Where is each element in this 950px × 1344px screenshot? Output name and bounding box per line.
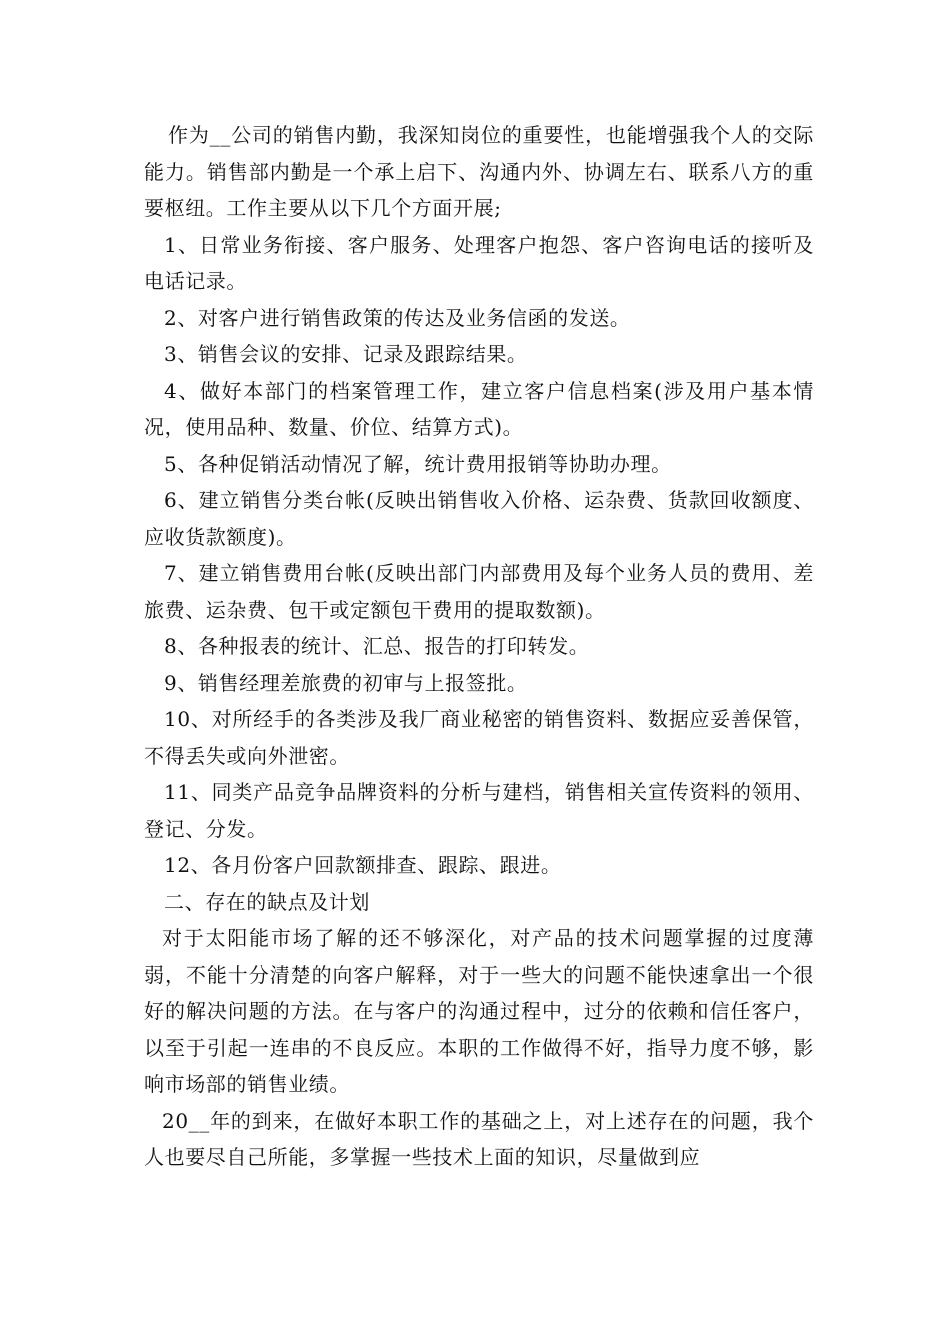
paragraph-item-2: 2、对客户进行销售政策的传达及业务信函的发送。: [164, 305, 631, 330]
paragraph-item-11: 11、同类产品竞争品牌资料的分析与建档，销售相关宣传资料的领用、登记、分发。: [144, 780, 814, 841]
paragraph-item-12: 12、各月份客户回款额排查、跟踪、跟进。: [164, 853, 562, 877]
paragraph-item-5: 5、各种促销活动情况了解，统计费用报销等协助办理。: [164, 451, 672, 476]
paragraph-shortcomings: 对于太阳能市场了解的还不够深化，对产品的技术问题掌握的过度薄弱，不能十分清楚的向客户解释，对于一些大的问题不能快速拿出一个很好的解决问题的方法。在与客户的沟通过程中，过分的依赖和信任客户，以至于引起一连串的不良反应。本职的工作做得不好，指导力度不够，影响市场部的销售业绩。: [144, 926, 814, 1096]
paragraph-plan: 20__年的到来，在做好本职工作的基础之上，对上述存在的问题，我个人也要尽自己所能，多掌握一些技术上面的知识，尽量做到应: [144, 1108, 814, 1169]
paragraph-item-8: 8、各种报表的统计、汇总、报告的打印转发。: [164, 634, 590, 658]
paragraph-intro: 作为__公司的销售内勤，我深知岗位的重要性，也能增强我个人的交际能力。销售部内勤是一个承上启下、沟通内外、协调左右、联系八方的重要枢纽。工作主要从以下几个方面开展;: [144, 123, 814, 220]
paragraph-item-6: 6、建立销售分类台帐(反映出销售收入价格、运杂费、货款回收额度、应收货款额度)。: [144, 488, 814, 549]
document-body: [144, 117, 814, 1176]
paragraph-item-3: 3、销售会议的安排、记录及跟踪结果。: [164, 342, 528, 366]
paragraph-item-10: 10、对所经手的各类涉及我厂商业秘密的销售资料、数据应妥善保管，不得丢失或向外泄密。: [144, 707, 814, 768]
paragraph-item-1: 1、日常业务衔接、客户服务、处理客户抱怨、客户咨询电话的接听及电话记录。: [144, 232, 814, 293]
paragraph-item-7: 7、建立销售费用台帐(反映出部门内部费用及每个业务人员的费用、差旅费、运杂费、包干或定额包干费用的提取数额)。: [144, 561, 814, 622]
section-heading: 二、存在的缺点及计划: [164, 889, 370, 914]
paragraph-item-4: 4、做好本部门的档案管理工作，建立客户信息档案(涉及用户基本情况，使用品种、数量、价位、结算方式)。: [144, 378, 814, 439]
paragraph-item-9: 9、销售经理差旅费的初审与上报签批。: [164, 670, 528, 695]
